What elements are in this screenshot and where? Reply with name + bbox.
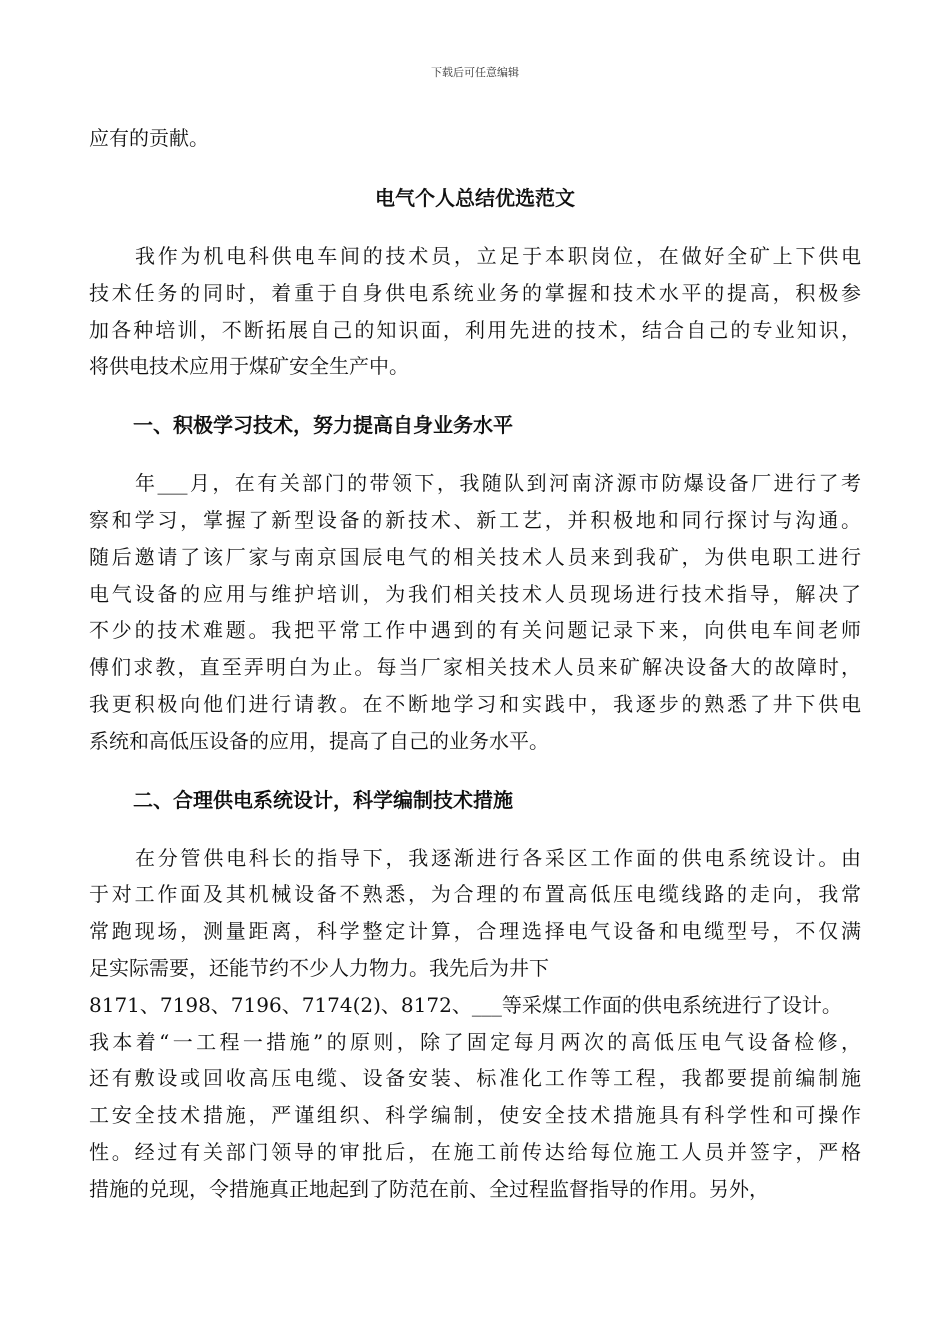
paragraph-line: 在分管供电科长的指导下，我逐渐进行各采区工作面的供电系统设计。由 <box>135 845 861 870</box>
intro-paragraph <box>89 238 861 385</box>
document-body <box>89 120 861 1208</box>
paragraph-line: 性。经过有关部门领导的审批后，在施工前传达给每位施工人员并签字，严格 <box>89 1139 861 1164</box>
paragraph-line: 随后邀请了该厂家与南京国辰电气的相关技术人员来到我矿，为供电职工进行 <box>89 544 861 569</box>
paragraph-line: 足实际需要，还能节约不少人力物力。我先后为井下 <box>89 955 549 980</box>
paragraph-line: 措施的兑现，令措施真正地起到了防范在前、全过程监督指导的作用。另外， <box>89 1176 769 1201</box>
paragraph-line: 察和学习，掌握了新型设备的新技术、新工艺，并积极地和同行探讨与沟通。 <box>89 507 861 532</box>
paragraph-line: 加各种培训，不断拓展自己的知识面，利用先进的技术，结合自己的专业知识， <box>89 317 861 342</box>
paragraph-line: 我本着“一工程一措施”的原则，除了固定每月两次的高低压电气设备检修， <box>89 1029 861 1054</box>
paragraph-line: 8171、7198、7196、7174(2)、8172、___等采煤工作面的供电系统进行了设计。 <box>89 992 842 1017</box>
paragraph-line: 电气设备的应用与维护培训，为我们相关技术人员现场进行技术指导，解决了 <box>89 581 861 606</box>
lead-line: 应有的贡献。 <box>89 126 209 150</box>
paragraph-line: 不少的技术难题。我把平常工作中遇到的有关问题记录下来，向供电车间老师 <box>89 618 861 643</box>
paragraph-line: 傅们求教，直至弄明白为止。每当厂家相关技术人员来矿解决设备大的故障时， <box>89 655 861 680</box>
paragraph-line: 还有敷设或回收高压电缆、设备安装、标准化工作等工程，我都要提前编制施 <box>89 1066 861 1091</box>
paragraph-line: 年___月，在有关部门的带领下，我随队到河南济源市防爆设备厂进行了考 <box>135 471 861 496</box>
section-heading-1: 一、积极学习技术，努力提高自身业务水平 <box>133 413 513 438</box>
paragraph-line: 将供电技术应用于煤矿安全生产中。 <box>89 354 409 379</box>
paragraph-line: 我更积极向他们进行请教。在不断地学习和实践中，我逐步的熟悉了井下供电 <box>89 691 861 716</box>
section-heading-2: 二、合理供电系统设计，科学编制技术措施 <box>133 787 513 812</box>
section-2-paragraph <box>89 840 861 1208</box>
paragraph-line: 系统和高低压设备的应用，提高了自己的业务水平。 <box>89 728 549 753</box>
section-1-paragraph <box>89 465 861 759</box>
paragraph-line: 技术任务的同时，着重于自身供电系统业务的掌握和技术水平的提高，积极参 <box>89 280 861 305</box>
paragraph-line: 我作为机电科供电车间的技术员，立足于本职岗位，在做好全矿上下供电 <box>135 244 861 268</box>
page-header-note: 下载后可任意编辑 <box>431 66 519 79</box>
paragraph-line: 工安全技术措施，严谨组织、科学编制，使安全技术措施具有科学性和可操作 <box>89 1103 861 1128</box>
paragraph-line: 常跑现场，测量距离，科学整定计算，合理选择电气设备和电缆型号，不仅满 <box>89 919 861 944</box>
document-title: 电气个人总结优选范文 <box>375 186 575 210</box>
paragraph-line: 于对工作面及其机械设备不熟悉，为合理的布置高低压电缆线路的走向，我常 <box>89 882 861 907</box>
